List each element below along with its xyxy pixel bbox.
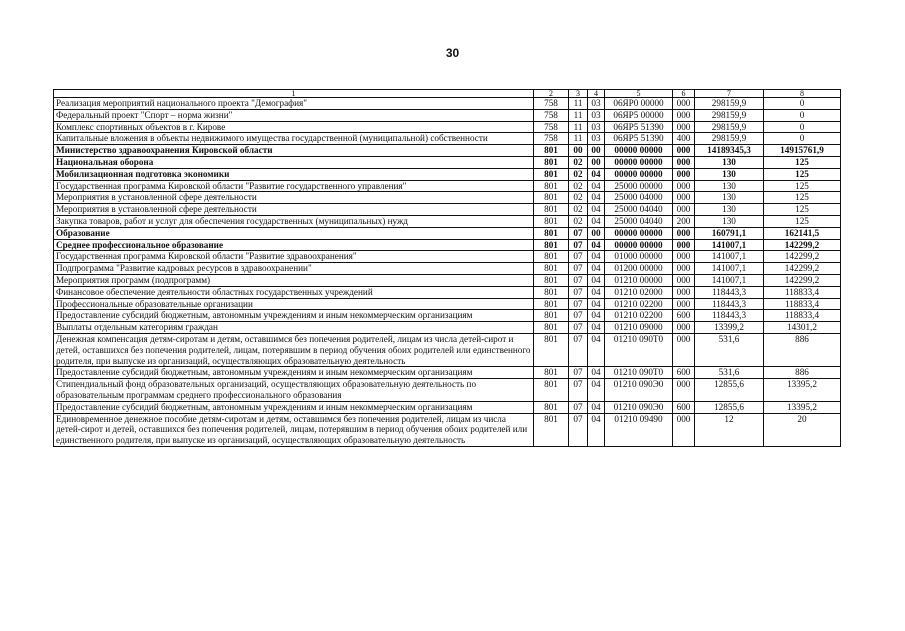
admin-code: 801 xyxy=(534,192,569,204)
expense-type-code: 000 xyxy=(673,145,695,157)
amount-col7: 141007,1 xyxy=(695,239,764,251)
budget-table xyxy=(53,89,841,447)
expense-type-code: 000 xyxy=(673,180,695,192)
table-row xyxy=(54,298,841,310)
admin-code: 801 xyxy=(534,310,569,322)
target-article-code: 01210 09000 xyxy=(605,322,673,334)
admin-code: 801 xyxy=(534,298,569,310)
row-name: Федеральный проект "Спорт – норма жизни" xyxy=(54,109,534,121)
subsection-code: 04 xyxy=(588,367,605,379)
table-row xyxy=(54,413,841,446)
amount-col8: 125 xyxy=(764,180,841,192)
expense-type-code: 000 xyxy=(673,204,695,216)
expense-type-code: 000 xyxy=(673,121,695,133)
subsection-code: 03 xyxy=(588,109,605,121)
table-row xyxy=(54,121,841,133)
section-code: 07 xyxy=(569,251,588,263)
row-name: Государственная программа Кировской области "Развитие государственного управления" xyxy=(54,180,534,192)
target-article-code: 01210 02200 xyxy=(605,298,673,310)
subsection-code: 04 xyxy=(588,274,605,286)
table-row xyxy=(54,145,841,157)
subsection-code: 04 xyxy=(588,413,605,446)
amount-col7: 12 xyxy=(695,413,764,446)
section-code: 02 xyxy=(569,215,588,227)
table-row xyxy=(54,156,841,168)
subsection-code: 03 xyxy=(588,98,605,110)
amount-col8: 14301,2 xyxy=(764,322,841,334)
column-header: 7 xyxy=(695,90,764,98)
section-code: 07 xyxy=(569,298,588,310)
section-code: 11 xyxy=(569,121,588,133)
amount-col8: 142299,2 xyxy=(764,251,841,263)
table-row xyxy=(54,322,841,334)
row-name: Финансовое обеспечение деятельности областных государственных учреждений xyxy=(54,286,534,298)
column-header: 4 xyxy=(588,90,605,98)
admin-code: 758 xyxy=(534,109,569,121)
expense-type-code: 600 xyxy=(673,310,695,322)
section-code: 07 xyxy=(569,322,588,334)
target-article-code: 00000 00000 xyxy=(605,227,673,239)
amount-col8: 886 xyxy=(764,367,841,379)
row-name: Денежная компенсация детям-сиротам и детям, оставшимся без попечения родителей, лицам из числа детей-сирот и детей, оставшихся без попечения родителей, лицам, потерявшим в период обучения обоих родителей или единственного родителя, при выпуске из организаций, осуществляющих образовательную деятельность xyxy=(54,333,534,366)
target-article-code: 25000 04040 xyxy=(605,215,673,227)
row-name: Закупка товаров, работ и услуг для обеспечения государственных (муниципальных) нужд xyxy=(54,215,534,227)
amount-col7: 298159,9 xyxy=(695,98,764,110)
subsection-code: 04 xyxy=(588,204,605,216)
target-article-code: 01210 090Э0 xyxy=(605,379,673,402)
amount-col8: 142299,2 xyxy=(764,274,841,286)
admin-code: 801 xyxy=(534,322,569,334)
target-article-code: 25000 04040 xyxy=(605,204,673,216)
admin-code: 801 xyxy=(534,145,569,157)
section-code: 07 xyxy=(569,263,588,275)
row-name: Профессиональные образовательные организации xyxy=(54,298,534,310)
amount-col7: 160791,1 xyxy=(695,227,764,239)
expense-type-code: 200 xyxy=(673,215,695,227)
admin-code: 801 xyxy=(534,227,569,239)
target-article-code: 01210 090Э0 xyxy=(605,401,673,413)
amount-col7: 298159,9 xyxy=(695,121,764,133)
expense-type-code: 000 xyxy=(673,379,695,402)
row-name: Национальная оборона xyxy=(54,156,534,168)
amount-col7: 12855,6 xyxy=(695,401,764,413)
subsection-code: 03 xyxy=(588,133,605,145)
expense-type-code: 000 xyxy=(673,298,695,310)
target-article-code: 25000 00000 xyxy=(605,180,673,192)
target-article-code: 06ЯР5 51390 xyxy=(605,121,673,133)
target-article-code: 01210 02000 xyxy=(605,286,673,298)
admin-code: 801 xyxy=(534,168,569,180)
target-article-code: 00000 00000 xyxy=(605,239,673,251)
row-name: Стипендиальный фонд образовательных организаций, осуществляющих образовательную деятельность по образовательным программам среднего профессионального образования xyxy=(54,379,534,402)
target-article-code: 06ЯР5 00000 xyxy=(605,109,673,121)
expense-type-code: 600 xyxy=(673,367,695,379)
section-code: 02 xyxy=(569,180,588,192)
row-name: Государственная программа Кировской области "Развитие здравоохранения" xyxy=(54,251,534,263)
expense-type-code: 600 xyxy=(673,401,695,413)
target-article-code: 01000 00000 xyxy=(605,251,673,263)
section-code: 11 xyxy=(569,133,588,145)
subsection-code: 04 xyxy=(588,298,605,310)
expense-type-code: 000 xyxy=(673,192,695,204)
expense-type-code: 000 xyxy=(673,322,695,334)
table-row xyxy=(54,215,841,227)
amount-col7: 118443,3 xyxy=(695,298,764,310)
amount-col8: 142299,2 xyxy=(764,263,841,275)
column-header: 1 xyxy=(54,90,534,98)
column-header: 6 xyxy=(673,90,695,98)
target-article-code: 01210 09490 xyxy=(605,413,673,446)
column-header: 8 xyxy=(764,90,841,98)
table-row xyxy=(54,379,841,402)
table-row xyxy=(54,251,841,263)
admin-code: 801 xyxy=(534,367,569,379)
table-row xyxy=(54,263,841,275)
expense-type-code: 000 xyxy=(673,239,695,251)
target-article-code: 01210 090Т0 xyxy=(605,367,673,379)
target-article-code: 01210 02200 xyxy=(605,310,673,322)
amount-col7: 130 xyxy=(695,168,764,180)
subsection-code: 04 xyxy=(588,310,605,322)
amount-col7: 141007,1 xyxy=(695,274,764,286)
amount-col8: 118833,4 xyxy=(764,298,841,310)
table-row xyxy=(54,133,841,145)
column-header: 3 xyxy=(569,90,588,98)
section-code: 02 xyxy=(569,192,588,204)
row-name: Капитальные вложения в объекты недвижимого имущества государственной (муниципальной) собственности xyxy=(54,133,534,145)
expense-type-code: 000 xyxy=(673,168,695,180)
section-code: 02 xyxy=(569,156,588,168)
amount-col8: 125 xyxy=(764,168,841,180)
admin-code: 801 xyxy=(534,204,569,216)
target-article-code: 01210 090Т0 xyxy=(605,333,673,366)
row-name: Мероприятия программ (подпрограмм) xyxy=(54,274,534,286)
subsection-code: 04 xyxy=(588,251,605,263)
target-article-code: 06ЯР0 00000 xyxy=(605,98,673,110)
amount-col7: 130 xyxy=(695,215,764,227)
section-code: 07 xyxy=(569,239,588,251)
subsection-code: 04 xyxy=(588,401,605,413)
amount-col7: 141007,1 xyxy=(695,263,764,275)
section-code: 11 xyxy=(569,109,588,121)
target-article-code: 00000 00000 xyxy=(605,145,673,157)
amount-col8: 125 xyxy=(764,192,841,204)
amount-col7: 298159,9 xyxy=(695,109,764,121)
amount-col7: 531,6 xyxy=(695,333,764,366)
expense-type-code: 000 xyxy=(673,286,695,298)
row-name: Предоставление субсидий бюджетным, автономным учреждениям и иным некоммерческим организациям xyxy=(54,310,534,322)
column-header: 5 xyxy=(605,90,673,98)
amount-col7: 130 xyxy=(695,204,764,216)
row-name: Единовременное денежное пособие детям-сиротам и детям, оставшимся без попечения родителей, лицам из числа детей-сирот и детей, оставшихся без попечения родителей, лицам, потерявшим в период обучения обоих родителей или единственного родителя, при выпуске из организаций, осуществляющих образовательную деятельность xyxy=(54,413,534,446)
amount-col8: 0 xyxy=(764,109,841,121)
expense-type-code: 000 xyxy=(673,333,695,366)
table-row xyxy=(54,204,841,216)
admin-code: 758 xyxy=(534,121,569,133)
row-name: Реализация мероприятий национального проекта "Демография" xyxy=(54,98,534,110)
section-code: 07 xyxy=(569,379,588,402)
target-article-code: 00000 00000 xyxy=(605,156,673,168)
amount-col7: 118443,3 xyxy=(695,310,764,322)
admin-code: 801 xyxy=(534,251,569,263)
amount-col7: 130 xyxy=(695,192,764,204)
section-code: 07 xyxy=(569,413,588,446)
admin-code: 801 xyxy=(534,274,569,286)
target-article-code: 00000 00000 xyxy=(605,168,673,180)
subsection-code: 04 xyxy=(588,322,605,334)
admin-code: 801 xyxy=(534,379,569,402)
subsection-code: 00 xyxy=(588,156,605,168)
admin-code: 801 xyxy=(534,180,569,192)
admin-code: 801 xyxy=(534,156,569,168)
row-name: Министерство здравоохранения Кировской области xyxy=(54,145,534,157)
row-name: Мероприятия в установленной сфере деятельности xyxy=(54,204,534,216)
section-code: 02 xyxy=(569,204,588,216)
subsection-code: 04 xyxy=(588,333,605,366)
amount-col8: 14915761,9 xyxy=(764,145,841,157)
amount-col8: 125 xyxy=(764,215,841,227)
table-row xyxy=(54,192,841,204)
expense-type-code: 000 xyxy=(673,413,695,446)
amount-col8: 118833,4 xyxy=(764,310,841,322)
row-name: Выплаты отдельным категориям граждан xyxy=(54,322,534,334)
subsection-code: 03 xyxy=(588,121,605,133)
amount-col8: 125 xyxy=(764,156,841,168)
table-row xyxy=(54,274,841,286)
section-code: 07 xyxy=(569,227,588,239)
target-article-code: 25000 04000 xyxy=(605,192,673,204)
row-name: Мобилизационная подготовка экономики xyxy=(54,168,534,180)
admin-code: 758 xyxy=(534,98,569,110)
table-row xyxy=(54,239,841,251)
row-name: Комплекс спортивных объектов в г. Кирове xyxy=(54,121,534,133)
section-code: 07 xyxy=(569,333,588,366)
row-name: Подпрограмма "Развитие кадровых ресурсов в здравоохранении" xyxy=(54,263,534,275)
amount-col8: 0 xyxy=(764,133,841,145)
target-article-code: 01210 00000 xyxy=(605,274,673,286)
page-number: 30 xyxy=(445,46,460,60)
target-article-code: 06ЯР5 51390 xyxy=(605,133,673,145)
amount-col7: 13399,2 xyxy=(695,322,764,334)
subsection-code: 04 xyxy=(588,168,605,180)
section-code: 11 xyxy=(569,98,588,110)
amount-col8: 118833,4 xyxy=(764,286,841,298)
section-code: 00 xyxy=(569,145,588,157)
row-name: Предоставление субсидий бюджетным, автономным учреждениям и иным некоммерческим организациям xyxy=(54,367,534,379)
amount-col7: 14189345,3 xyxy=(695,145,764,157)
admin-code: 801 xyxy=(534,333,569,366)
subsection-code: 04 xyxy=(588,263,605,275)
table-row xyxy=(54,109,841,121)
expense-type-code: 000 xyxy=(673,251,695,263)
table-row xyxy=(54,227,841,239)
section-code: 07 xyxy=(569,274,588,286)
expense-type-code: 400 xyxy=(673,133,695,145)
table-row xyxy=(54,401,841,413)
amount-col8: 20 xyxy=(764,413,841,446)
amount-col7: 531,6 xyxy=(695,367,764,379)
section-code: 07 xyxy=(569,367,588,379)
table-row xyxy=(54,310,841,322)
amount-col8: 13395,2 xyxy=(764,379,841,402)
table-row xyxy=(54,180,841,192)
amount-col7: 298159,9 xyxy=(695,133,764,145)
amount-col8: 0 xyxy=(764,121,841,133)
row-name: Среднее профессиональное образование xyxy=(54,239,534,251)
amount-col8: 886 xyxy=(764,333,841,366)
amount-col8: 142299,2 xyxy=(764,239,841,251)
table-row xyxy=(54,98,841,110)
admin-code: 801 xyxy=(534,286,569,298)
expense-type-code: 000 xyxy=(673,263,695,275)
amount-col8: 13395,2 xyxy=(764,401,841,413)
table-row xyxy=(54,286,841,298)
row-name: Предоставление субсидий бюджетным, автономным учреждениям и иным некоммерческим организациям xyxy=(54,401,534,413)
subsection-code: 04 xyxy=(588,379,605,402)
expense-type-code: 000 xyxy=(673,98,695,110)
row-name: Мероприятия в установленной сфере деятельности xyxy=(54,192,534,204)
section-code: 02 xyxy=(569,168,588,180)
admin-code: 758 xyxy=(534,133,569,145)
table-row xyxy=(54,168,841,180)
amount-col7: 130 xyxy=(695,156,764,168)
amount-col7: 130 xyxy=(695,180,764,192)
row-name: Образование xyxy=(54,227,534,239)
expense-type-code: 000 xyxy=(673,156,695,168)
table-row xyxy=(54,333,841,366)
subsection-code: 00 xyxy=(588,145,605,157)
column-number-row xyxy=(54,90,841,98)
subsection-code: 04 xyxy=(588,215,605,227)
admin-code: 801 xyxy=(534,215,569,227)
expense-type-code: 000 xyxy=(673,109,695,121)
amount-col7: 12855,6 xyxy=(695,379,764,402)
amount-col8: 0 xyxy=(764,98,841,110)
section-code: 07 xyxy=(569,401,588,413)
column-header: 2 xyxy=(534,90,569,98)
amount-col7: 141007,1 xyxy=(695,251,764,263)
subsection-code: 00 xyxy=(588,227,605,239)
amount-col8: 162141,5 xyxy=(764,227,841,239)
amount-col7: 118443,3 xyxy=(695,286,764,298)
subsection-code: 04 xyxy=(588,192,605,204)
subsection-code: 04 xyxy=(588,239,605,251)
admin-code: 801 xyxy=(534,401,569,413)
section-code: 07 xyxy=(569,286,588,298)
subsection-code: 04 xyxy=(588,286,605,298)
target-article-code: 01200 00000 xyxy=(605,263,673,275)
admin-code: 801 xyxy=(534,263,569,275)
admin-code: 801 xyxy=(534,413,569,446)
expense-type-code: 000 xyxy=(673,274,695,286)
amount-col8: 125 xyxy=(764,204,841,216)
section-code: 07 xyxy=(569,310,588,322)
admin-code: 801 xyxy=(534,239,569,251)
table-row xyxy=(54,367,841,379)
expense-type-code: 000 xyxy=(673,227,695,239)
subsection-code: 04 xyxy=(588,180,605,192)
